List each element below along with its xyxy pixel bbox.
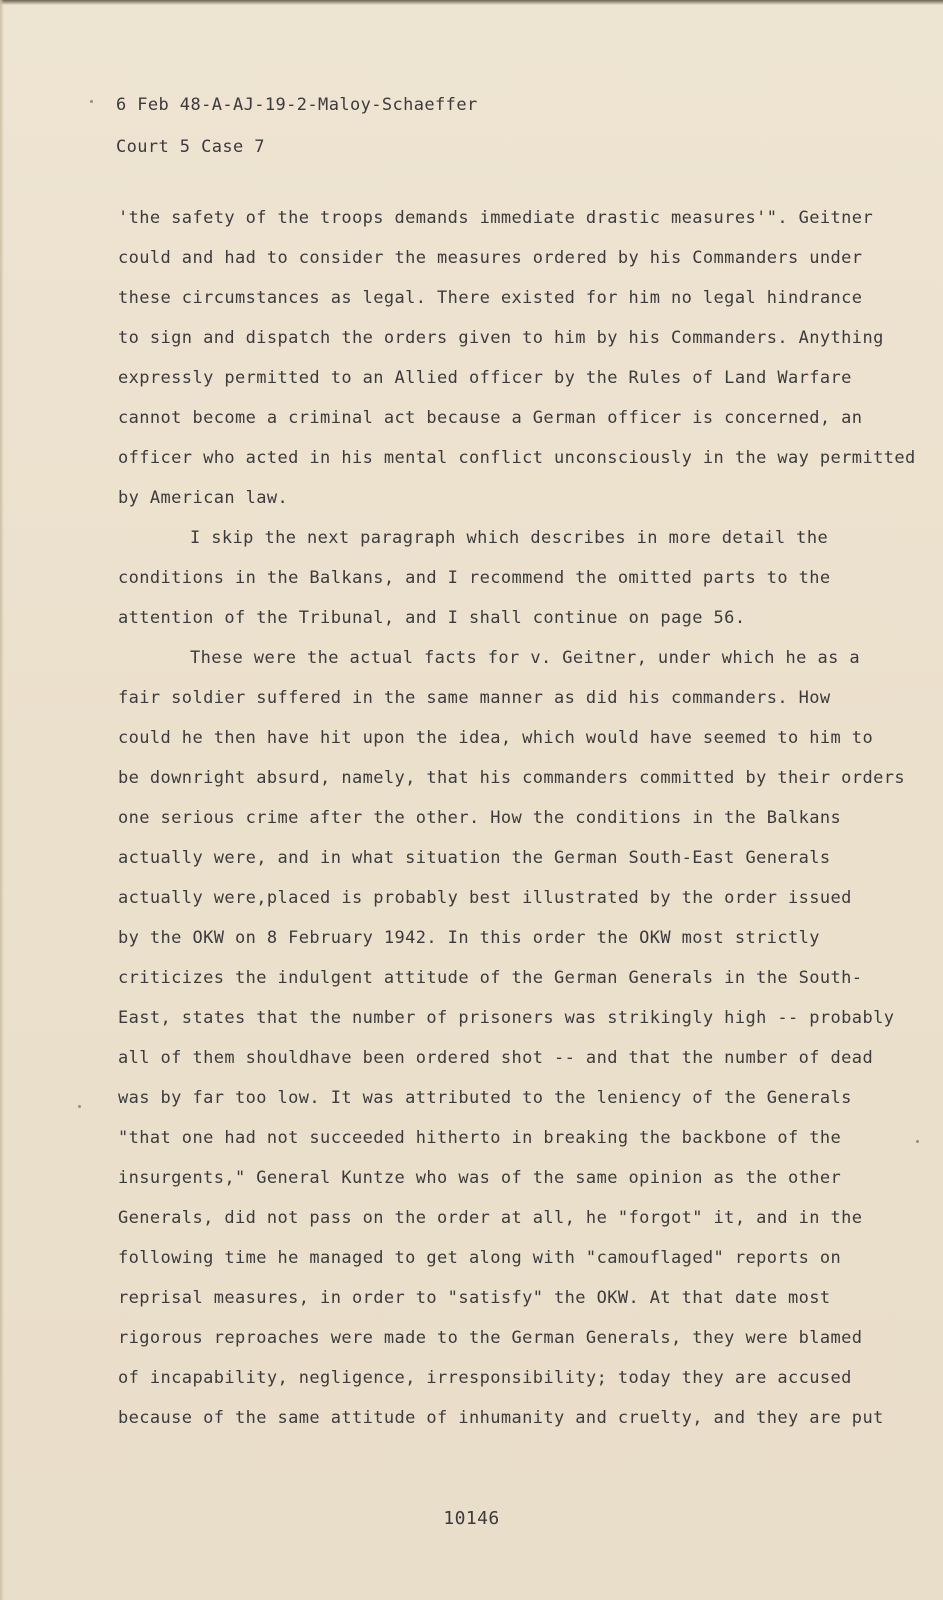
transcript-line: by the OKW on 8 February 1942. In this order the OKW most strictly [118,928,820,948]
transcript-line: be downright absurd, namely, that his commanders committed by their orders [118,768,905,788]
paper-left-edge [0,0,4,1600]
transcript-line: by American law. [118,488,289,508]
transcript-line: these circumstances as legal. There existed for him no legal hindrance [118,288,863,308]
transcript-line: 'the safety of the troops demands immediate drastic measures'". Geitner [118,208,874,228]
transcript-line: was by far too low. It was attributed to the leniency of the Generals [118,1088,852,1108]
transcript-line: fair soldier suffered in the same manner as did his commanders. How [118,688,831,708]
transcript-line: all of them shouldhave been ordered shot -- and that the number of dead [118,1048,874,1068]
transcript-line: attention of the Tribunal, and I shall continue on page 56. [118,608,746,628]
transcript-line: East, states that the number of prisoners was strikingly high -- probably [118,1008,895,1028]
transcript-line: cannot become a criminal act because a German officer is concerned, an [118,408,863,428]
transcript-line: These were the actual facts for v. Geitner, under which he as a [190,648,860,668]
transcript-line: conditions in the Balkans, and I recommend the omitted parts to the [118,568,831,588]
paper-top-edge [0,0,943,5]
transcript-line: following time he managed to get along with "camouflaged" reports on [118,1248,842,1268]
transcript-line: officer who acted in his mental conflict unconsciously in the way permitted [118,448,916,468]
transcript-line: expressly permitted to an Allied officer by the Rules of Land Warfare [118,368,852,388]
paper-speck [90,100,93,103]
transcript-line: one serious crime after the other. How the conditions in the Balkans [118,808,842,828]
transcript-body [118,198,916,1438]
transcript-line: reprisal measures, in order to "satisfy" the OKW. At that date most [118,1288,831,1308]
transcript-line: actually were,placed is probably best illustrated by the order issued [118,888,852,908]
page-number: 10146 [443,1508,500,1529]
document-header [116,84,478,168]
transcript-line: could and had to consider the measures ordered by his Commanders under [118,248,863,268]
paper-speck [916,1140,919,1143]
transcript-line: of incapability, negligence, irresponsibility; today they are accused [118,1368,852,1388]
transcript-line: could he then have hit upon the idea, which would have seemed to him to [118,728,874,748]
header-session-line: 6 Feb 48-A-AJ-19-2-Maloy-Schaeffer [116,95,478,115]
transcript-line: Generals, did not pass on the order at all, he "forgot" it, and in the [118,1208,863,1228]
transcript-line: to sign and dispatch the orders given to him by his Commanders. Anything [118,328,884,348]
transcript-line: I skip the next paragraph which describes in more detail the [190,528,829,548]
transcript-line: rigorous reproaches were made to the German Generals, they were blamed [118,1328,863,1348]
transcript-line: because of the same attitude of inhumanity and cruelty, and they are put [118,1408,884,1428]
header-court-line: Court 5 Case 7 [116,137,265,157]
paper-speck [78,1105,81,1108]
transcript-line: insurgents," General Kuntze who was of the same opinion as the other [118,1168,842,1188]
transcript-line: "that one had not succeeded hitherto in breaking the backbone of the [118,1128,842,1148]
transcript-line: actually were, and in what situation the German South-East Generals [118,848,831,868]
transcript-line: criticizes the indulgent attitude of the German Generals in the South- [118,968,863,988]
